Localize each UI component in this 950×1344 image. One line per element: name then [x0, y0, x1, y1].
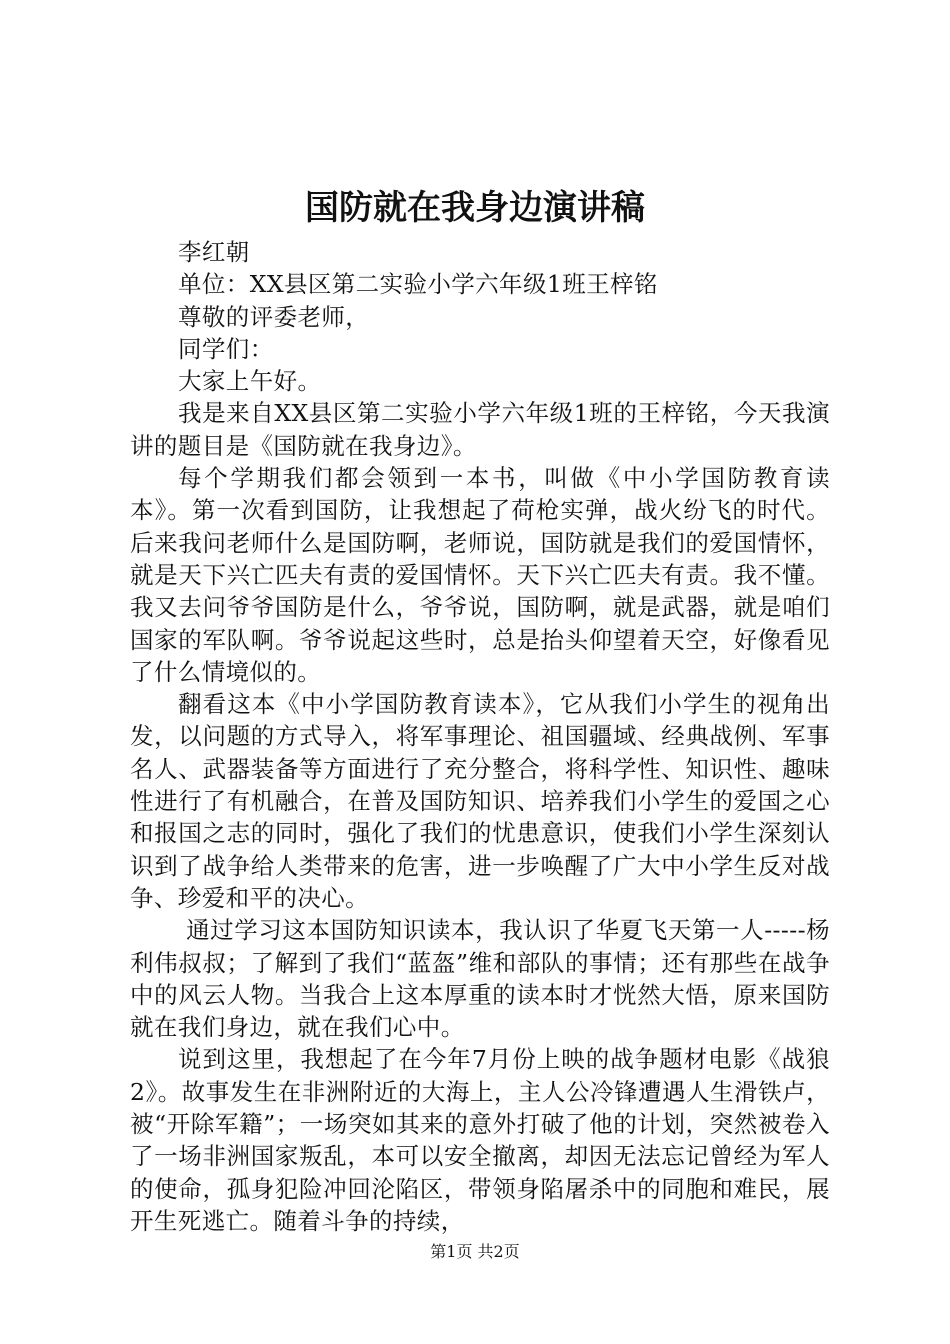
- intro-paragraph: 我是来自XX县区第二实验小学六年级1班的王梓铭，今天我演讲的题目是《国防就在我身边》。: [130, 399, 830, 460]
- document-title: 国防就在我身边演讲稿: [305, 188, 645, 228]
- salutation-judges: 尊敬的评委老师，: [178, 302, 370, 331]
- salutation-students: 同学们：: [178, 334, 274, 363]
- body-paragraph: 通过学习这本国防知识读本，我认识了华夏飞天第一人-----杨利伟叔叔；了解到了我们“蓝盔”维和部队的事情；还有那些在战争中的风云人物。当我合上这本厚重的读本时才恍然大悟，原来国防就在我们身边，就在我们心中。: [130, 916, 830, 1042]
- body-paragraph: 每个学期我们都会领到一本书，叫做《中小学国防教育读本》。第一次看到国防，让我想起了荷枪实弹，战火纷飞的时代。后来我问老师什么是国防啊，老师说，国防就是我们的爱国情怀，就是天下兴亡匹夫有责的爱国情怀。天下兴亡匹夫有责。我不懂。我又去问爷爷国防是什么，爷爷说，国防啊，就是武器，就是咱们国家的军队啊。爷爷说起这些时，总是抬头仰望着天空，好像看见了什么情境似的。: [130, 464, 830, 686]
- unit-line: 单位：XX县区第二实验小学六年级1班王梓铭: [178, 270, 658, 299]
- greeting-line: 大家上午好。: [178, 367, 322, 396]
- body-paragraph: 说到这里，我想起了在今年7月份上映的战争题材电影《战狼2》。故事发生在非洲附近的大海上，主人公冷锋遭遇人生滑铁卢，被“开除军籍”；一场突如其来的意外打破了他的计划，突然被卷入了一场非洲国家叛乱，本可以安全撤离，却因无法忘记曾经为军人的使命，孤身犯险冲回沦陷区，带领身陷屠杀中的同胞和难民，展开生死逃亡。随着斗争的持续，: [130, 1045, 830, 1235]
- page-number-footer: 第1页 共2页: [430, 1242, 520, 1261]
- document-body: [130, 236, 830, 1237]
- author-line: 李红朝: [178, 238, 250, 266]
- body-paragraph: 翻看这本《中小学国防教育读本》，它从我们小学生的视角出发，以问题的方式导入，将军事理论、祖国疆域、经典战例、军事名人、武器装备等方面进行了充分整合，将科学性、知识性、趣味性进行了有机融合，在普及国防知识、培养我们小学生的爱国之心和报国之志的同时，强化了我们的忧患意识，使我们小学生深刻认识到了战争给人类带来的危害，进一步唤醒了广大中小学生反对战争、珍爱和平的决心。: [130, 690, 830, 912]
